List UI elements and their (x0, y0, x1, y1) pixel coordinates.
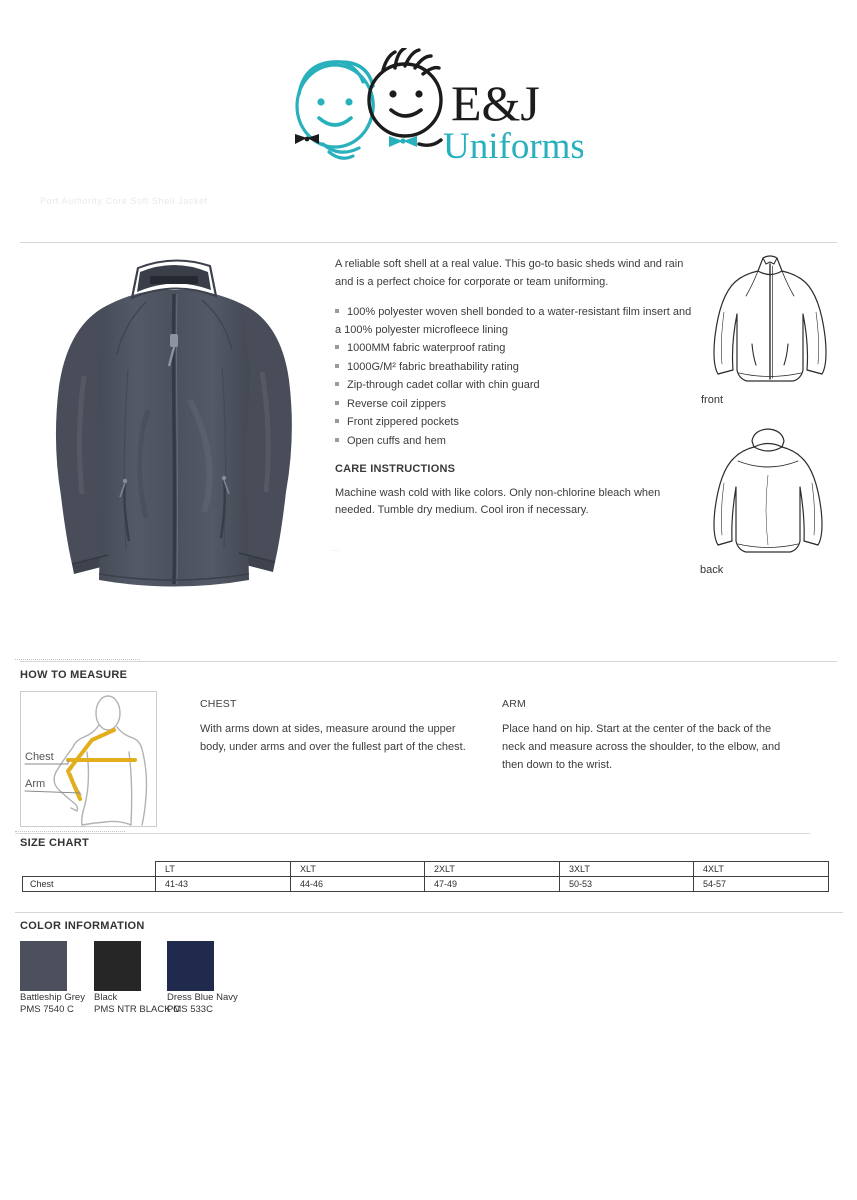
feature-item (335, 340, 697, 358)
arm-text: Place hand on hip. Start at the center of the back of the neck and measure across the shoulder, to the elbow, and then down to the wrist. (502, 723, 781, 771)
feature-item (335, 414, 697, 432)
jacket-photo-graphic (28, 250, 320, 590)
front-label: front (701, 394, 724, 406)
figure-chest-label: Chest (25, 751, 54, 763)
chest-heading: CHEST (200, 698, 237, 710)
feature-item (335, 377, 697, 395)
size-value: 54-57 (694, 877, 829, 892)
product-description: A reliable soft shell at a real value. This go-to basic sheds wind and rain and is a perfect choice for corporate or team uniforming. (335, 258, 684, 288)
chest-measure-column (200, 695, 480, 756)
feature-text: Zip-through cadet collar with chin guard (347, 379, 540, 391)
divider-measure (20, 661, 837, 662)
brand-name-top: E&J (451, 75, 540, 131)
chest-text: With arms down at sides, measure around the upper body, under arms and over the fullest part of the chest. (200, 723, 466, 753)
care-instructions-text: Machine wash cold with like colors. Only non-chlorine bleach when needed. Tumble dry medium. Cool iron if necessary. (335, 486, 661, 516)
girl-face-icon (297, 62, 373, 158)
bullet-icon (335, 364, 339, 368)
measure-figure (20, 691, 157, 827)
size-value: 44-46 (291, 877, 425, 892)
product-description-column (335, 256, 697, 520)
feature-text: Open cuffs and hem (347, 434, 446, 447)
faint-product-title: Port Authority Core Soft Shell Jacket (40, 196, 208, 206)
divider-sizechart (15, 833, 810, 834)
size-col-header: 3XLT (560, 862, 694, 877)
back-label: back (700, 564, 724, 576)
color-information-heading: COLOR INFORMATION (20, 920, 145, 932)
boy-bowtie-icon (389, 136, 417, 147)
dotted-rule (15, 831, 125, 832)
color-name: Black (94, 992, 118, 1003)
size-value: 47-49 (425, 877, 560, 892)
color-swatch-dress-blue-navy[interactable] (167, 941, 214, 991)
feature-item (335, 396, 697, 414)
feature-text: 1000G/M² fabric breathability rating (347, 360, 519, 373)
bullet-icon (335, 382, 339, 386)
arm-measure-column (502, 695, 787, 774)
logo-graphic (283, 48, 583, 164)
brand-logo[interactable] (283, 48, 583, 164)
feature-item (335, 359, 697, 377)
brand-name-bottom: Uniforms (443, 126, 583, 164)
size-col-header: LT (156, 862, 291, 877)
bullet-icon (335, 345, 339, 349)
color-pms: PMS 533C (167, 1004, 213, 1015)
feature-item (335, 433, 697, 451)
bullet-icon (335, 438, 339, 442)
how-to-measure-heading: HOW TO MEASURE (20, 669, 128, 681)
feature-text: Reverse coil zippers (347, 397, 447, 410)
figure-arm-label: Arm (25, 778, 46, 790)
bullet-icon (335, 309, 339, 313)
size-chart-corner-cell (23, 862, 156, 877)
size-value: 50-53 (560, 877, 694, 892)
color-pms: PMS NTR BLACK C (94, 1004, 181, 1015)
divider-top (20, 242, 837, 243)
care-instructions-heading: CARE INSTRUCTIONS (335, 463, 456, 475)
color-swatch-black[interactable] (94, 941, 141, 991)
color-name: Dress Blue Navy (167, 992, 238, 1003)
size-col-header: XLT (291, 862, 425, 877)
faint-mark: – (333, 545, 339, 556)
dotted-rule (15, 659, 140, 660)
feature-list (335, 304, 697, 450)
size-chart-heading: SIZE CHART (20, 837, 89, 849)
size-value: 41-43 (156, 877, 291, 892)
size-chart-chest-row (23, 877, 829, 892)
feature-text: 100% polyester woven shell bonded to a water-resistant film insert and a 100% polyester microfleece lining (335, 306, 692, 336)
bullet-icon (335, 419, 339, 423)
boy-face-icon (369, 48, 441, 145)
color-name: Battleship Grey (20, 992, 85, 1003)
size-chart-header-row (23, 862, 829, 877)
size-row-label: Chest (23, 877, 156, 892)
feature-text: Front zippered pockets (347, 416, 459, 428)
bullet-icon (335, 401, 339, 405)
color-pms: PMS 7540 C (20, 1004, 74, 1015)
size-chart-table (22, 861, 829, 892)
size-col-header: 2XLT (425, 862, 560, 877)
front-sketch (700, 252, 840, 399)
color-swatch-battleship-grey[interactable] (20, 941, 67, 991)
product-photo (28, 250, 320, 595)
arm-heading: ARM (502, 698, 526, 710)
divider-colorinfo (15, 912, 843, 913)
feature-text: 1000MM fabric waterproof rating (347, 342, 506, 354)
size-col-header: 4XLT (694, 862, 829, 877)
back-sketch (702, 425, 834, 568)
feature-item (335, 304, 697, 339)
